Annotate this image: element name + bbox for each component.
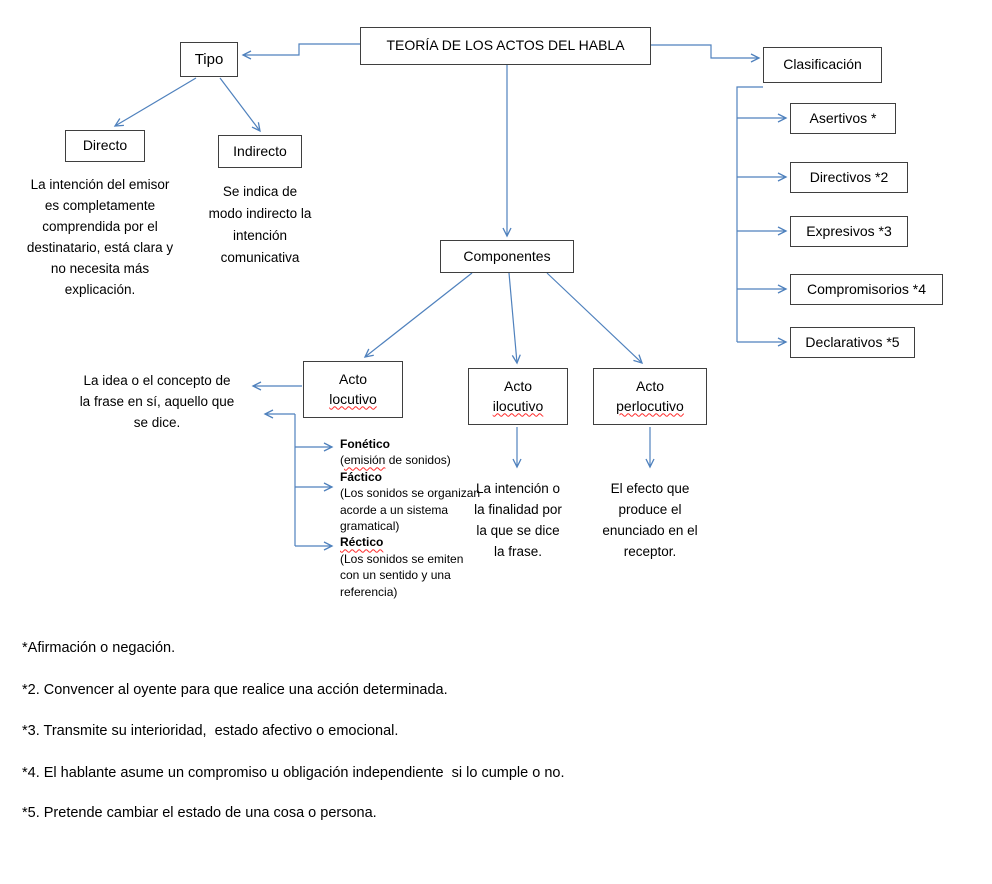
node-componentes-label: Componentes — [463, 247, 551, 264]
arrow-tipo-to-directo — [115, 78, 196, 126]
subtype-factico-term: Fáctico — [340, 469, 383, 484]
node-tipo-label: Tipo — [194, 51, 224, 68]
node-acto-ilocutivo — [468, 368, 568, 425]
node-indirecto-label: Indirecto — [233, 142, 287, 159]
text-indirecto-description: Se indica de modo indirecto la intención comunicativa — [208, 184, 312, 265]
node-componentes — [440, 240, 574, 273]
subtype-fonetico-term: Fonético — [340, 437, 390, 451]
arrow-tipo-to-indirecto — [220, 78, 260, 131]
node-acto-perlocutivo — [593, 368, 707, 425]
subtype-fonetico-detail-open: ( — [340, 453, 344, 468]
text-directo-description: La intención del emisor es completamente comprendida por el destinatario, está clara y no necesita más explicación. — [26, 177, 174, 297]
node-indirecto — [218, 135, 302, 168]
footnote-2: *2. Convencer al oyente para que realice una acción determinada. — [22, 682, 448, 698]
line-clasificacion-spine — [737, 87, 763, 342]
locutivo-subtypes — [340, 436, 482, 600]
footnote-1: *Afirmación o negación. — [22, 640, 176, 656]
subtype-fonetico-detail-rest: de sonidos) — [385, 453, 451, 468]
node-acto-ilocutivo-line2: ilocutivo — [492, 397, 544, 414]
subtype-rectico-term: Réctico — [340, 535, 384, 550]
node-acto-locutivo-line2: locutivo — [329, 390, 377, 407]
footnote-3: *3. Transmite su interioridad, estado afectivo o emocional. — [22, 723, 399, 739]
node-tipo — [180, 42, 238, 77]
node-expresivos-label: Expresivos *3 — [806, 222, 892, 239]
node-directivos — [790, 162, 908, 193]
node-asertivos-label: Asertivos * — [809, 109, 877, 126]
subtype-factico-detail: (Los sonidos se organizan acorde a un sistema gramatical) — [340, 486, 481, 534]
subtype-fonetico-detail-word: emisión — [344, 453, 386, 468]
node-clasificacion-label: Clasificación — [783, 56, 862, 73]
node-directo — [65, 130, 145, 162]
text-ilocutivo-description: La intención o la finalidad por la que se dice la frase. — [474, 481, 562, 559]
subtype-rectico-detail: (Los sonidos se emiten con un sentido y una referencia) — [340, 551, 464, 599]
node-acto-ilocutivo-line1: Acto — [503, 377, 532, 394]
node-directivos-label: Directivos *2 — [809, 168, 889, 185]
node-asertivos — [790, 103, 896, 134]
text-perlocutivo-description: El efecto que produce el enunciado en el receptor. — [602, 481, 698, 559]
arrow-title-to-tipo — [243, 44, 360, 55]
arrow-componentes-to-perlocutivo — [547, 273, 642, 363]
subtype-fonetico-detail — [340, 452, 482, 468]
node-acto-locutivo — [303, 361, 403, 418]
node-acto-perlocutivo-line1: Acto — [635, 377, 664, 394]
node-declarativos — [790, 327, 915, 358]
diagram-title: TEORÍA DE LOS ACTOS DEL HABLA — [386, 37, 625, 54]
node-declarativos-label: Declarativos *5 — [805, 333, 900, 350]
node-expresivos — [790, 216, 908, 247]
footnote-4: *4. El hablante asume un compromiso u obligación independiente si lo cumple o no. — [22, 765, 565, 781]
node-directo-label: Directo — [82, 137, 128, 154]
arrow-title-to-clasificacion — [651, 45, 759, 58]
title-box — [360, 27, 651, 65]
node-compromisorios — [790, 274, 943, 305]
footnote-5: *5. Pretende cambiar el estado de una cosa o persona. — [22, 805, 377, 821]
arrow-componentes-to-locutivo — [365, 273, 472, 357]
node-acto-perlocutivo-line2: perlocutivo — [616, 397, 684, 414]
node-acto-locutivo-line1: Acto — [338, 370, 367, 387]
text-locutivo-description: La idea o el concepto de la frase en sí, aquello que se dice. — [79, 373, 235, 430]
node-clasificacion — [763, 47, 882, 83]
arrow-componentes-to-ilocutivo — [509, 273, 517, 363]
node-compromisorios-label: Compromisorios *4 — [806, 280, 927, 297]
